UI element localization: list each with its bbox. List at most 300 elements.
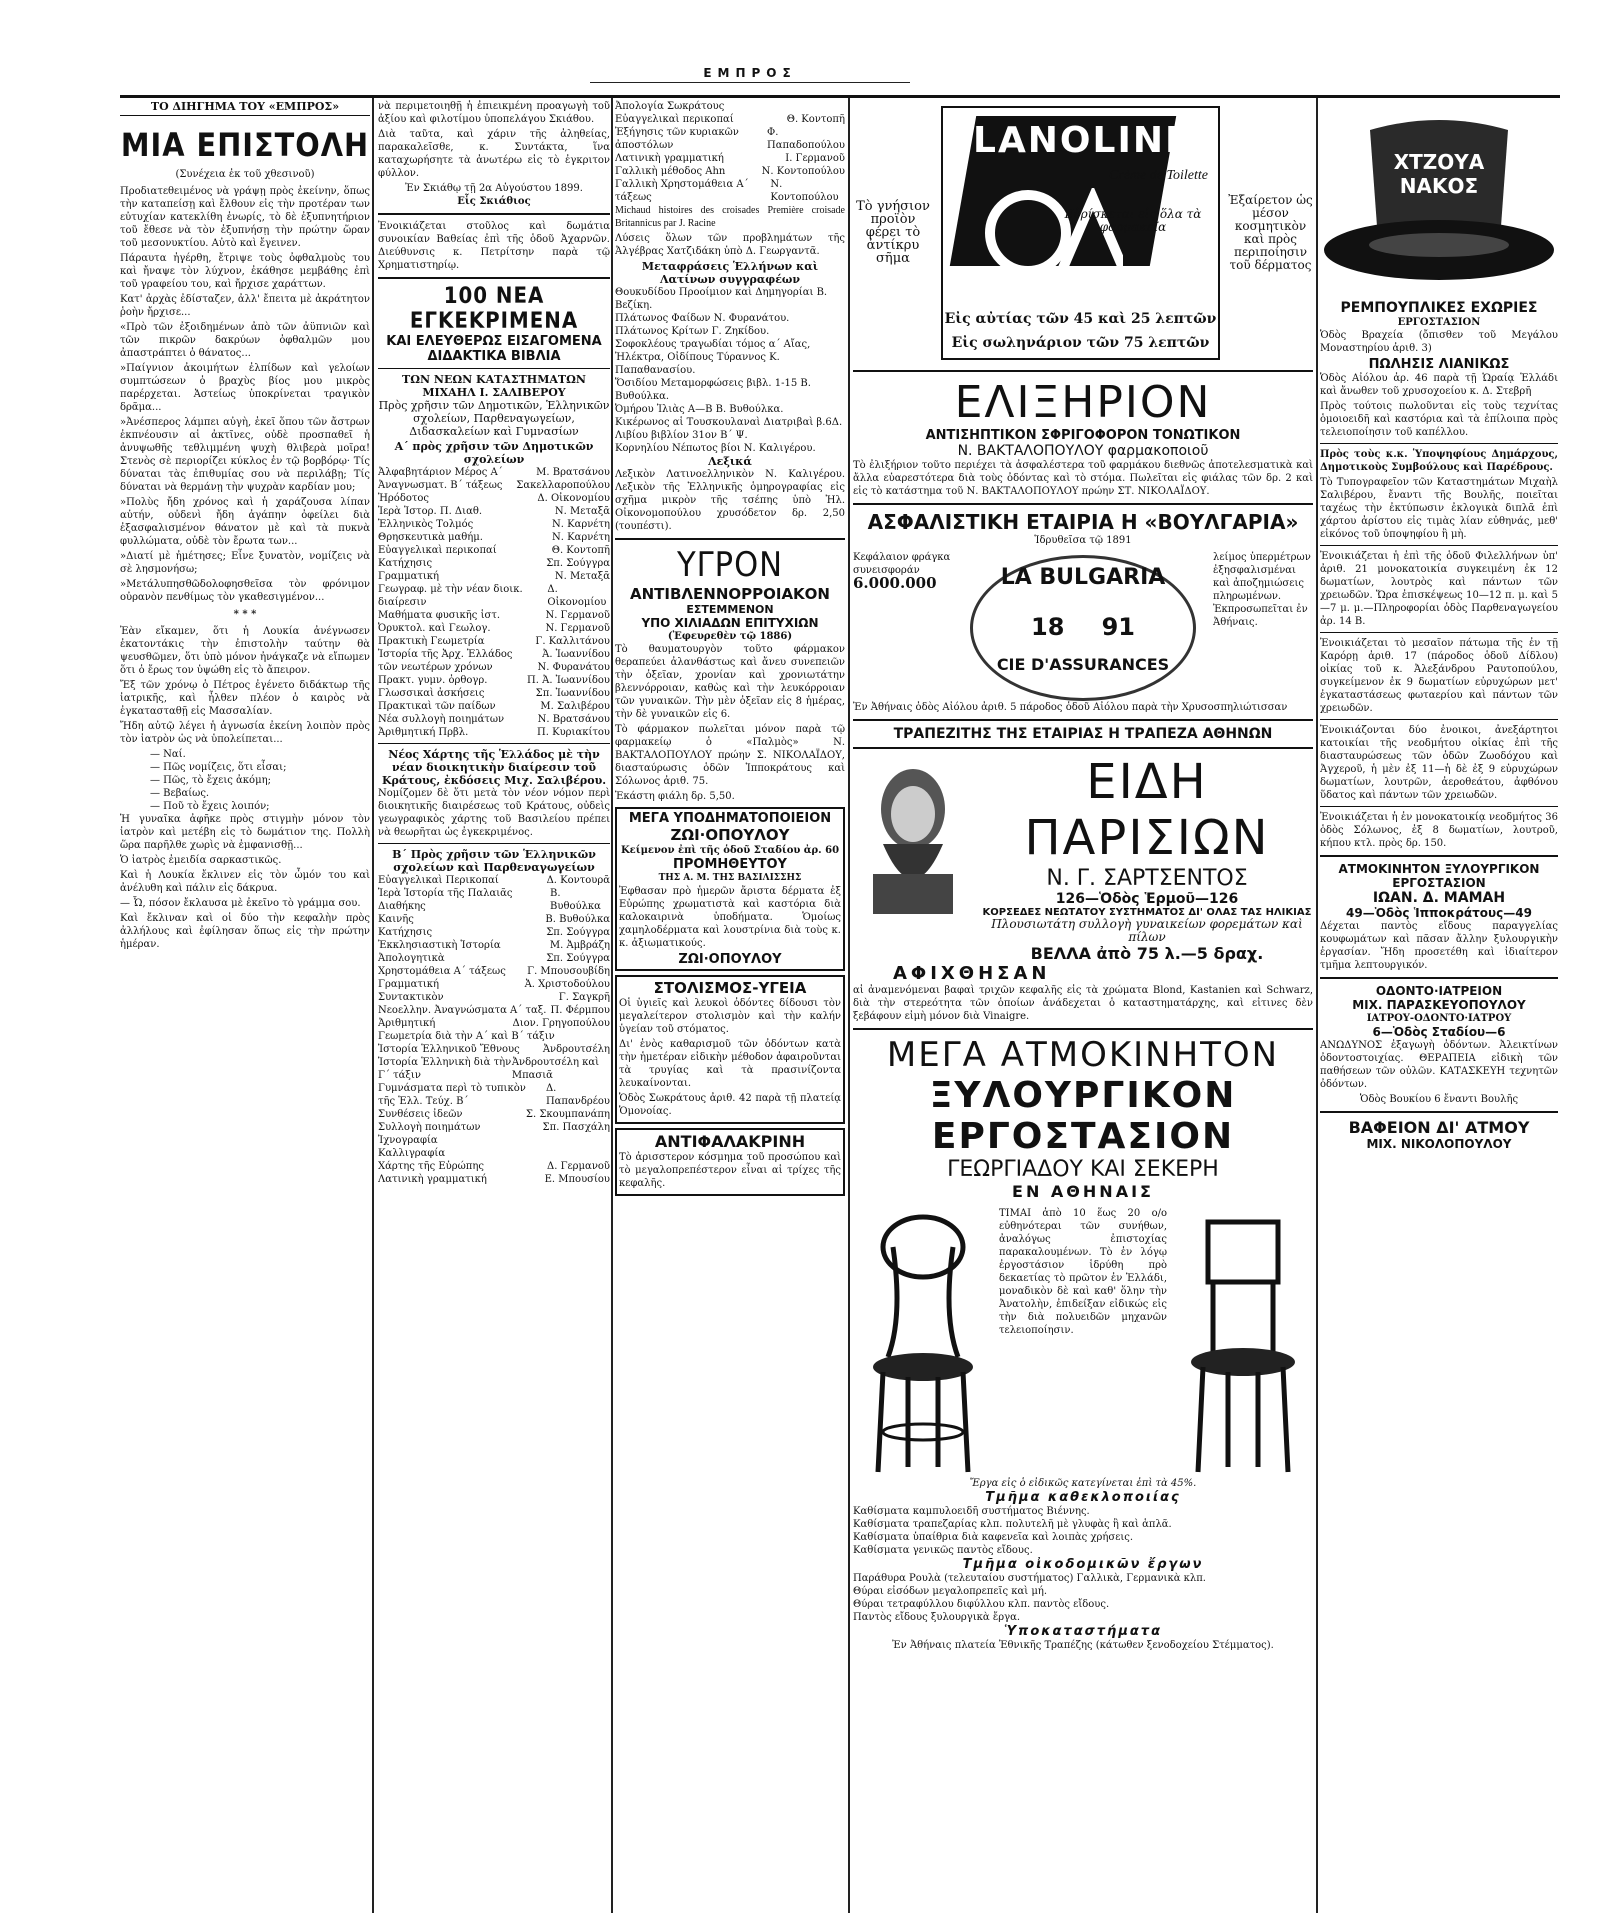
book-title: Λατινικὴ γραμματική xyxy=(615,153,724,164)
book-row xyxy=(378,492,610,505)
book-author: Μ. Σαλιβέρου xyxy=(540,701,610,712)
book-title: Συνθέσεις ἰδεῶν xyxy=(378,1109,463,1120)
book-author: Π. Ἀ. Ἰωαννίδου xyxy=(527,675,610,686)
books-section-b: Β΄ Πρὸς χρῆσιν τῶν Ἑλληνικῶν σχολείων καὶ Παρθεναγωγείων xyxy=(392,848,596,874)
book-author: Γ. Καλλιτάνου xyxy=(535,636,610,647)
dye-name: ΜΙΧ. ΝΙΚΟΛΟΠΟΥΛΟΥ xyxy=(1366,1137,1512,1151)
book-title: Γυμνάσματα περὶ τὸ τυπικὸν τῆς Ἑλλ. Τεύχ. Β΄ xyxy=(378,1083,526,1107)
build-list xyxy=(853,1572,1313,1624)
retail-text: Πρὸς τούτοις πωλοῦνται εἰς τοὺς τεχνίτας ὁμοιοειδῆ καὶ καστόρια καὶ τὰ ἐπίλοιπα πρὸς τελειοποίησιν τοῦ καπέλλου. xyxy=(1320,401,1558,438)
furniture-address: 49—Ὁδὸς Ἱπποκράτους—49 xyxy=(1346,906,1532,920)
divider xyxy=(1320,443,1558,444)
book-author: Σπ. Σούγγρα xyxy=(546,953,610,964)
masthead-text: ΕΜΠΡΟΣ xyxy=(703,66,797,80)
book-author: Ν. Βρατσάνου xyxy=(537,714,610,725)
book-row xyxy=(378,505,610,518)
book-title: Λατινικὴ γραμματική xyxy=(378,1174,487,1185)
ad-ygron-price: Ἑκάστη φιάλη δρ. 5,50. xyxy=(615,791,735,802)
divider xyxy=(1320,977,1558,979)
book-row xyxy=(378,1134,610,1147)
dentist-sub: ΙΑΤΡΟΥ-ΟΔΟΝΤΟ·ΙΑΤΡΟΥ xyxy=(1366,1013,1512,1024)
ad-lanoline xyxy=(853,100,1313,365)
rent-notice: Ἐνοικιάζεται ἡ ἐπὶ τῆς ὁδοῦ Φιλελλήνων ὑπ' ἀριθ. 21 μονοκατοικία συγκειμένη ἐκ 12 δωματίων, λουτρὸς καὶ πάντων τῶν χρειωδῶν. Ὥρα ἐπισκέψεως 10—12 π. μ. καὶ 5—7 μ. μ.—Πληροφορίαι ὁδὸς Παρθεναγωγείου ἀρ. 14 Β. xyxy=(1320,551,1558,627)
steam-title: ΜΕΓΑ ΑΤΜΟΚΙΝΗΤΟΝ xyxy=(886,1035,1280,1075)
translation-item: Λιβίου βιβλίον 31ον Β΄ Ψ. xyxy=(615,430,748,441)
insurance-right: λείμος ὑπερμέτρων ἐξησφαλισμέναι καὶ ἀποζημιώσεις πληρωμένων. Ἐκπροσωπεῖται ἐν Ἀθήναις. xyxy=(1213,552,1311,628)
story-continued: (Συνέχεια ἐκ τοῦ χθεσινοῦ) xyxy=(175,169,315,180)
book-row xyxy=(378,544,610,557)
book-row xyxy=(378,466,610,479)
divider xyxy=(378,277,610,279)
book-title: Πρακτικαὶ τῶν παίδων xyxy=(378,701,496,712)
dialog-lines xyxy=(150,748,370,813)
divider xyxy=(1320,855,1558,857)
ad-shoes-title: ΜΕΓΑ ΥΠΟΔΗΜΑΤΟΠΟΙΕΙΟΝ xyxy=(628,811,832,826)
book-row xyxy=(378,1160,610,1173)
ad-shoes-text: Ἐφθασαν πρὸ ἡμερῶν ἄριστα δέρματα ἐξ Εὐρώπης χρωματιστὰ καὶ καστόρια διὰ καλοκαιρινὰ ὑποδήματα. Ὁμοίως χαμηλοδέρματα καὶ λουστρίνια διὰ τοὺς κ. κ. ἀξιωματικούς. xyxy=(619,886,841,949)
paris-title: ΕΙΔΗ ΠΑΡΙΣΙΩΝ xyxy=(1024,754,1270,866)
book-author: Δ. Κοντουρᾶ xyxy=(546,875,610,886)
translation-item: Κορνηλίου Νέπωτος βίοι Ν. Καλιγέρου. xyxy=(615,443,816,454)
book-title: Ἀπολογητικὰ xyxy=(378,953,445,964)
rent-notice: Ἐνοικιάζονται δύο ἐνοικοι, ἀνεξάρτητοι κατοικίαι τῆς νεοδμήτου οἰκίας ἐπὶ τῆς διασταυρώσεως τῶν ὁδῶν Ζωοδόχου καὶ Ἀγχεροῦ, ἡ μὲν ἐξ 11—ἡ δὲ ἐξ 9 εὐρυχώρων δωματίων, λουτρῶν, ἀεροθεάτου, ἀφθόνου ὕδατος καὶ πάντων τῶν χρειωδῶν. xyxy=(1320,725,1558,801)
books-list-c xyxy=(615,100,845,204)
story-paragraph: »Μετάλυπησθῶδολοφησθεῖσα τὸν φρόνιμον οὐρανὸν πενθίμως τὸν γκαθεσιγμένον... xyxy=(120,579,370,603)
story-paragraph: Πάραυτα ἠγέρθη, ἔτριψε τοὺς ὀφθαλμοὺς του καὶ ἤναψε τὸν λύχνον, ἐκάθησε μεμβάθης ἐπὶ τοῦ γραφείου του, καὶ ἤρχισε χαράττων. xyxy=(120,253,370,290)
letter-paragraph: νὰ περιμετοιηθῇ ἡ ἐπιεικμένη προαγωγὴ τοῦ ἀξίου καὶ φιλοτίμου ὑποπελάγου Σκιάθου. xyxy=(378,101,610,125)
ad-dental-address: Ὁδὸς Σωκράτους ἀριθ. 42 παρὰ τῇ πλατείᾳ Ὁμονοίας. xyxy=(619,1093,841,1117)
book-title: Ἀριθμητική xyxy=(378,1018,436,1029)
book-row xyxy=(378,965,610,978)
book-row xyxy=(378,570,610,583)
book-row xyxy=(615,126,845,152)
seal-bottom: CIE D'ASSURANCES xyxy=(996,655,1170,674)
translations-list xyxy=(615,286,845,455)
books-title: 100 ΝΕΑ ΕΓΚΕΚΡΙΜΕΝΑ xyxy=(409,284,579,334)
book-title: Χάρτης τῆς Εὐρώπης xyxy=(378,1161,484,1172)
paris-text: αἱ ἀναμενόμεναι βαφαὶ τριχῶν κεφαλῆς εἰς τὰ χρώματα Blond, Kastanien καὶ Schwarz, διὰ τὴν στερεότητα τῶν ὁποίων ἀνάδεχεται ὁ καταστηματάρχης, καὶ εἰτινες δὲν ξεβάφουν εἰμὴ μόνον διὰ Vinaigre. xyxy=(853,985,1313,1022)
book-title: Πρακτικὴ Γεωμετρία xyxy=(378,636,485,647)
book-title: Ἰχνογραφία xyxy=(378,1135,438,1146)
book-author: Ἀ. Χριστοδούλου xyxy=(524,979,610,990)
column-ads-a xyxy=(615,100,845,1915)
masthead xyxy=(590,66,910,83)
story-paragraph: Κατ' ἀρχὰς ἐδίσταζεν, ἀλλ' ἔπειτα μὲ ἀκράτητον ῥοὴν ἤρχισε... xyxy=(120,294,370,318)
book-row xyxy=(378,1082,610,1108)
insurance-seal xyxy=(961,551,1205,701)
section-header: ΤΟ ΔΙΗΓΗΜΑ ΤΟΥ «ΕΜΠΡΟΣ» xyxy=(120,100,370,116)
book-row xyxy=(378,622,610,635)
steam-names: ΓΕΩΡΓΙΑΔΟΥ ΚΑΙ ΣΕΚΕΡΗ xyxy=(947,1157,1219,1182)
steam-text: ΤΙΜΑΙ ἀπὸ 10 ἕως 20 ο/ο εὐθηνότεραι τῶν συνήθων, ἀναλόγως ἐπιστοχίας παρακαλουμένων. Τὸ ἐν λόγῳ ἐργοστάσιον ἱδρύθη πρὸ δεκαετίας τὸ πρῶτον ἐν Ἑλλάδι, μοναδικὸν δὲ καὶ καθ' ὅλην τὴν Ἀνατολὴν, ἐπιδείξαν εἰδικώς εἰς τὴν διὰ πολυειδῶν μηχανῶν τελειοποίησιν. xyxy=(999,1208,1167,1336)
column-divider xyxy=(1316,98,1318,1913)
book-author: Ε. Μπουσίου xyxy=(544,1174,610,1185)
ad-shoes-court: ΤΗΣ Α. Μ. ΤΗΣ ΒΑΣΙΛΙΣΣΗΣ xyxy=(658,873,802,883)
book-title: Ἡρόδοτος xyxy=(378,493,430,504)
book-author: Σπ. Πασχάλη xyxy=(542,1122,610,1133)
story-paragraph: Προδιατεθειμένος νὰ γράψῃ πρὸς ἐκείνην, ὅπως τὴν καταπείσῃ καὶ ἔλθουν εἰς τὴν προτέραν των εὐτυχίαν κατεκλίθη ἐνωρίς, τὸ δὲ ἐξυπνητήριον τοῦ ἔθεσε νὰ τὸν ἐξυπνήσῃ τὴν πρώτην ὥραν τοῦ μεσονυκτίου. Αὐτὸ καὶ ἔγεινεν. xyxy=(120,186,370,249)
book-row xyxy=(615,152,845,165)
seal-title: LA BULGARIA xyxy=(1000,565,1166,590)
translations-title: Μεταφράσεις Ἑλλήνων καὶ Λατίνων συγγραφέων xyxy=(641,260,819,286)
hat-sub: ΕΡΓΟΣΤΑΣΙΟΝ xyxy=(1397,317,1481,328)
insurance-address: Ἐν Ἀθήναις ὁδὸς Αἰόλου ἀριθ. 5 πάροδος ὁδοῦ Αἰόλου παρὰ τὴν Χρυσοσπηλιώτισσαν xyxy=(853,702,1288,713)
lexicons-text: Λεξικὸν Λατινοελληνικὸν Ν. Καλιγέρου. Λεξικὸν τῆς Ἑλληνικῆς ὁμηρογραφίας εἰς σχῆμα μικρὸν τῆς τσέπης ὑπὸ Ἠλ. Οἰκονομοπούλου χρυσόδετον δρ. 2,50 (τουπέστι). xyxy=(615,469,845,532)
book-title: Ἀλφαβητάριον Μέρος Α΄ xyxy=(378,467,503,478)
ad-ygron-sub2: ΕΣΤΕΜΜΕΝΟΝ xyxy=(686,603,774,616)
book-title: Γεωγραφ. μὲ τὴν νέαν διοικ. διαίρεσιν xyxy=(378,584,523,608)
book-title: Γεωμετρία διὰ τὴν Α΄ καὶ Β΄ τάξιν xyxy=(378,1031,555,1042)
ad-paris xyxy=(853,754,1313,963)
book-row xyxy=(378,952,610,965)
letter-signoff: Ἐν Σκιάθῳ τῇ 2α Αὐγούστου 1899. xyxy=(405,183,583,194)
divider xyxy=(378,743,610,744)
paris-owner: Ν. Γ. ΣΑΡΤΣΕΝΤΟΣ xyxy=(1046,866,1248,891)
book-author: Ν. Καρνέτη xyxy=(552,532,610,543)
divider xyxy=(1320,632,1558,633)
book-author: Δ. Παπανδρέου xyxy=(545,1083,610,1107)
build-item: Θύραι εἰσόδων μεγαλοπρεπεῖς καὶ μή. xyxy=(853,1586,1048,1597)
book-title: Συλλογὴ ποιημάτων xyxy=(378,1122,481,1133)
book-row xyxy=(378,939,610,952)
dialog-line: — Ναί. xyxy=(150,749,186,760)
book-author: Ν. Κοντοπούλου xyxy=(761,166,845,177)
divider xyxy=(378,368,610,369)
column-books xyxy=(378,100,610,1915)
book-row xyxy=(378,887,610,913)
book-author: Δ. Οἰκονομίου xyxy=(537,493,610,504)
divider xyxy=(378,843,610,844)
book-title: Νέα συλλογὴ ποιημάτων xyxy=(378,714,505,725)
lexicons-title: Λεξικά xyxy=(708,455,752,468)
retail-address: Ὁδὸς Αἰόλου ἀρ. 46 παρὰ τῇ Ὡραίᾳ Ἑλλάδι καὶ ἄνωθεν τοῦ χρυσοχοείου κ. Δ. Στεβρῆ xyxy=(1320,373,1558,397)
book-row xyxy=(378,687,610,700)
book-title: Καινῆς xyxy=(378,914,414,925)
book-title: Ἐκκλησιαστικὴ Ἱστορία xyxy=(378,940,501,951)
book-title: Γραμματική xyxy=(378,571,440,582)
book-row xyxy=(378,1004,610,1017)
divider xyxy=(853,370,1313,372)
divider xyxy=(853,747,1313,749)
books-list-b xyxy=(378,874,610,1186)
book-title: Κατήχησις xyxy=(378,558,433,569)
book-author: Γ. Σαγκρῆ xyxy=(558,992,610,1003)
ad-ygron-text: Τὸ φάρμακον πωλεῖται μόνον παρὰ τῷ φαρμακείῳ ὁ «Παλμὸς» Ν. ΒΑΚΤΑΛΟΠΟΥΛΟΥ πρώην Σ. ΝΙΚΟΛΑΪΔΟΥ, διασταύρωσις ὁδῶν Ἱπποκράτους καὶ Σόλωνος ἀριθ. 75. xyxy=(615,724,845,787)
lanoline-box xyxy=(941,106,1220,360)
divider xyxy=(853,1028,1313,1030)
furniture-title: ΑΤΜΟΚΙΝΗΤΟΝ ΞΥΛΟΥΡΓΙΚΟΝ ΕΡΓΟΣΤΑΣΙΟΝ xyxy=(1338,862,1540,890)
book-author: Γ. Μπουσουβίδη xyxy=(527,966,610,977)
story-paragraph: »Παίγνιον ἀκοιμήτων ἐλπίδων καὶ γελοίων συμπτώσεων ὁ βραχὺς βίος μου μικρὸς παρέρχεται. Ἀστείως ὑποκρίνεται τραγικὸν δρᾶμα... xyxy=(120,363,370,413)
book-author: Σ. Σκουμπανάπη xyxy=(525,1109,610,1120)
translation-item: Πλάτωνος Φαίδων Ν. Φυρανάτου. xyxy=(615,313,790,324)
book-title: Εὐαγγελικαὶ περικοπαί xyxy=(615,114,734,125)
book-title: Ἱερὰ Ἱστορία τῆς Παλαιᾶς Διαθήκης xyxy=(378,888,513,912)
ad-hair-title: ΑΝΤΙΦΑΛΑΚΡΙΝΗ xyxy=(654,1132,806,1151)
translation-item: Πλάτωνος Κρίτων Γ. Ζηκίδου. xyxy=(615,326,770,337)
book-title: Γραμματική xyxy=(378,979,440,990)
book-row xyxy=(378,661,610,674)
paris-price: ΒΕΛΛΑ ἀπὸ 75 λ.—5 δραχ. xyxy=(1030,944,1264,963)
seal-year-left: 18 xyxy=(1031,613,1065,641)
translation-item: Θουκυδίδου Προοίμιον καὶ Δημηγορίαι Β. Βεζίκη. xyxy=(615,287,828,311)
book-row xyxy=(378,978,610,991)
ad-hair-text: Τὸ ἀρισστερον κόσμημα τοῦ προσώπου καὶ τὸ μεγαλοπρεπέστερον εἶναι αἱ τρίχες τῆς κεφαλῆς. xyxy=(619,1152,841,1189)
book-title: Κατήχησις xyxy=(378,927,433,938)
insurance-left xyxy=(853,551,953,701)
lanoline-price-2: Εἰς σωληνάριον τῶν 75 λεπτῶν xyxy=(951,334,1210,351)
book-author: Ἀ. Ἰωαννίδου xyxy=(542,649,610,660)
ad-ygron-text: Τὸ θαυματουργὸν τοῦτο φάρμακον θεραπεύει ἀλανθάστως καὶ ἄνευ συνεπειῶν τὴν ὀξεῖαν, χρονίαν καὶ χρονιωτάτην βλεννόρροιαν, καθὼς καὶ τὴν λευκόρροιαν τῶν γυναικῶν. Τὴν μὲν ὀξεῖαν εἰς 8 ἡμέρας, τὴν δὲ γυναικῶν εἰς 6. xyxy=(615,644,845,720)
book-row xyxy=(378,1056,610,1082)
book-title: Μαθήματα φυσικῆς ἱστ. xyxy=(378,610,501,621)
divider xyxy=(615,538,845,540)
paris-corsets: ΚΟΡΣΕΔΕΣ ΝΕΩΤΑΤΟΥ ΣΥΣΤΗΜΑΤΟΣ ΔΙ' ΟΛΑΣ ΤΑΣ ΗΛΙΚΙΑΣ xyxy=(982,907,1312,918)
books-list-a xyxy=(378,466,610,739)
book-title: Γλωσσικαὶ ἀσκήσεις xyxy=(378,688,485,699)
dentist-name: ΜΙΧ. ΠΑΡΑΣΚΕΥΟΠΟΥΛΟΥ xyxy=(1352,998,1526,1012)
story-paragraph: »Ἀνέσπερος λάμπει αὐγὴ, ἐκεῖ ὅπου τῶν ἄστρων ἐκπνέουσιν αἱ ἀκτῖνες, οὐδὲ προσπαθεῖ ἡ ἀνυψωθῆς τεθλιμμένη ψυχὴ θλιβερὰ μοῖρα! Στενὸς σὲ περιορίζει κύκλος ἐν τῷ βορβόρῳ· Τίς δύναται τὰς ἐπιθυμίας σου νὰ περιλάβῃ; Τίς δύναται νὰ θερμάνῃ τὴν ψυχρὰν καρδίαν μου; xyxy=(120,417,370,493)
top-rule xyxy=(120,95,1560,98)
ad-ygron-title: ΥΓΡΟΝ xyxy=(676,545,784,585)
ad-hat xyxy=(1320,100,1558,300)
book-title: Ἱστορία Ἑλληνικοῦ Ἔθνους xyxy=(378,1044,520,1055)
book-row xyxy=(378,700,610,713)
book-title: Ἐξήγησις τῶν κυριακῶν ἀποστόλων xyxy=(615,127,739,151)
furniture-owner: ΙΩΑΝ. Δ. ΜΑΜΑΗ xyxy=(1372,890,1506,906)
furniture-text: Δέχεται παντὸς εἴδους παραγγελίας κουφωμάτων καὶ πᾶσαν ἄλλην ξυλουργικὴν ἐργασίαν. Ἤδη προσετέθη καὶ ἰδιαίτερον τμῆμα λεπτουργικόν. xyxy=(1320,921,1558,971)
steam-sub: ΞΥΛΟΥΡΓΙΚΟΝ ΕΡΓΟΣΤΑΣΙΟΝ xyxy=(929,1075,1237,1157)
chairs-item: Καθίσματα γενικῶς παντὸς εἴδους. xyxy=(853,1545,1033,1556)
dentist-text: ΑΝΩΔΥΝΟΣ ἐξαγωγὴ ὀδόντων. Ἀλεικτίνων ὀδοντοστοιχίας. ΘΕΡΑΠΕΙΑ εἰδικὴ τῶν παθήσεων τῶν οὐλῶν. ΚΑΤΑΣΚΕΥΗ τεχνητῶν ὀδόντων. xyxy=(1320,1040,1558,1090)
translation-item: Κικέρωνος αἱ Τουσκουλαναὶ Διατριβαὶ β.6Δ. xyxy=(615,417,843,428)
book-row xyxy=(615,100,845,113)
elixir-maker: Ν. ΒΑΚΤΑΛΟΠΟΥΛΟΥ φαρμακοποιοῦ xyxy=(957,443,1209,459)
book-author: Σπ. Σούγγρα xyxy=(546,558,610,569)
build-item: Παράθυρα Ρουλὰ (τελευταίου συστήματος) Γαλλικὰ, Γερμανικὰ κλπ. xyxy=(853,1573,1206,1584)
story-paragraph: — Ὦ, πόσον ἔκλαυσα μὲ ἐκεῖνο τὸ γράμμα σου. xyxy=(120,898,361,909)
divider xyxy=(1320,719,1558,720)
book-title: Εὐαγγελικαὶ περικοπαί xyxy=(378,545,497,556)
book-title: Ὀρυκτολ. καὶ Γεωλογ. xyxy=(378,623,491,634)
books-intro: Πρὸς χρῆσιν τῶν Δημοτικῶν, Ἑλληνικῶν σχολείων, Παρθεναγωγείων, Διδασκαλείων καὶ Γυμνασίων xyxy=(378,399,610,438)
ad-dental xyxy=(615,975,845,1124)
divider xyxy=(853,503,1313,505)
book-row xyxy=(378,726,610,739)
dialog-line: — Πῶς, τὸ ἔχεις ἀκόμη; xyxy=(150,775,271,786)
book-author: Διον. Γρηγοπούλου xyxy=(512,1018,610,1029)
book-row xyxy=(378,713,610,726)
book-row xyxy=(378,674,610,687)
typography-title: Πρὸς τοὺς κ.κ. Ὑποψηφίους Δημάρχους, Δημοτικοὺς Συμβούλους καὶ Παρέδρους. xyxy=(1320,449,1558,473)
books-publisher: ΤΩΝ ΝΕΩΝ ΚΑΤΑΣΤΗΜΑΤΩΝ ΜΙΧΑΗΛ Ι. ΣΑΛΙΒΕΡΟΥ xyxy=(402,373,586,399)
translation-item: Ὅσιδίου Μεταμορφώσεις βιβλ. 1-15 Β. Βυθούλκα. xyxy=(615,378,811,402)
column-ads-b xyxy=(853,100,1313,1915)
book-author: Β. Βυθούλκα xyxy=(545,914,610,925)
bank-line: ΤΡΑΠΕΖΙΤΗΣ ΤΗΣ ΕΤΑΙΡΙΑΣ Η ΤΡΑΠΕΖΑ ΑΘΗΝΩΝ xyxy=(893,726,1273,742)
book-author: Β. Βυθούλκα xyxy=(550,888,601,912)
book-author: Ν. Φυρανάτου xyxy=(537,662,610,673)
book-row xyxy=(378,1108,610,1121)
book-author: Σακελλαροπούλου xyxy=(516,480,610,491)
book-title: Συντακτικὸν xyxy=(378,992,444,1003)
retail-title: ΠΩΛΗΣΙΣ ΛΙΑΝΙΚΩΣ xyxy=(1368,357,1510,372)
paris-collection: Πλουσιωτάτη συλλογὴ γυναικείων φορεμάτων καὶ πίλων xyxy=(991,917,1303,944)
paris-arrived: ΑΦΙΧΘΗΣΑΝ xyxy=(893,963,1051,984)
map-description: Νομίζομεν δὲ ὅτι μετὰ τὸν νέον νόμον περὶ διοικητικῆς διαιρέσεως τοῦ Κράτους, οὐδεὶς γεωγραφικὸς χάρτης τοῦ Βασιλείου πρέπει νὰ θεωρῆται ὡς ἐγκεκριμένος. xyxy=(378,788,610,838)
book-row xyxy=(378,518,610,531)
ad-dental-title: ΣΤΟΛΙΣΜΟΣ-ΥΓΕΙΑ xyxy=(653,979,807,997)
dining-chair-icon xyxy=(1173,1207,1313,1477)
divider xyxy=(378,213,610,215)
book-author: Θ. Κοντοπῆ xyxy=(786,114,845,125)
book-title: Νεοελλην. Ἀναγνώσματα Α΄ ταξ. xyxy=(378,1005,547,1016)
column-divider xyxy=(372,98,374,1913)
seal-year-right: 91 xyxy=(1101,613,1135,641)
book-title: Ἀναγνωσματ. Β΄ τάξεως xyxy=(378,480,503,491)
book-row xyxy=(378,913,610,926)
dentist-address-2: Ὁδὸς Βουκίου 6 ἔναντι Βουλῆς xyxy=(1359,1094,1519,1105)
story-paragraph: Ἐὰν εἴκαμεν, ὅτι ἡ Λουκία ἀνέγνωσεν ἐκατοντάκις τὴν ἐπιστολὴν ταύτην θὰ ψευσθῶμεν, ὅτι ὑπὸ μόνον ἠνάγκαζε νὰ εἴπωμεν ὅτι ὁ ἔρως τον ὑψώθη εἰς τὸ ἄπειρον. xyxy=(120,626,370,676)
build-item: Θύραι τετραφύλλου διφύλλου κλπ. παντὸς εἴδους. xyxy=(853,1599,1110,1610)
ad-shoes-address: Κείμενον ἐπὶ τῆς ὁδοῦ Σταδίου ἀρ. 60 xyxy=(620,845,840,856)
ad-ygron-sub: ΑΝΤΙΒΛΕΝΝΟΡΡΟΙΑΚΟΝ xyxy=(630,585,830,603)
dialog-line: — Πῶς νομίζεις, ὅτι εἶσαι; xyxy=(150,762,287,773)
book-row xyxy=(378,1017,610,1030)
story-paragraph: »Πολὺς ἤδη χρόνος καὶ ἡ χαράζουσα λίπαν αὐτήν, οὐδενὶ ἤδη ἀγάπην ὀφείλει διὰ ἐξασφαλισμένον θάνατον μὲ καὶ τὰ πυκνὰ φυλλώματα, οὐδὲ τὸν ἔρωτα των... xyxy=(120,497,370,547)
book-title: Εὐαγγελικαὶ Περικοπαί xyxy=(378,875,499,886)
column-story xyxy=(120,100,370,1915)
book-author: Σπ. Σούγγρα xyxy=(546,927,610,938)
build-item: Παντὸς εἴδους ξυλουργικὰ ἔργα. xyxy=(853,1612,1021,1623)
book-author: Φ. Παπαδοπούλου xyxy=(767,127,845,151)
dentist-address: 6—Ὁδὸς Σταδίου—6 xyxy=(1372,1025,1506,1039)
ad-dental-text: Δι' ἑνὸς καθαρισμοῦ τῶν ὀδόντων κατὰ τὴν ἡμετέραν εἰδικὴν μέθοδον ἀφαιροῦνται τὰ τρυγίας καὶ τὰ πρασινίζοντα λευκαίνονται. xyxy=(619,1039,841,1089)
book-author: Ι. Γερμανοῦ xyxy=(785,153,845,164)
book-title: Χρηστομάθεια Α΄ τάξεως xyxy=(378,966,506,977)
book-author: Μ. Βρατσάνου xyxy=(536,467,610,478)
portrait-engraving-icon xyxy=(853,754,973,914)
story-paragraph: Ἔξ τῶν χρόνῳ ὁ Πέτρος ἐγένετο διδάκτωρ τῆς ἰατρικῆς, καὶ ἦλθεν πλέον ὁ καιρὸς νὰ ἐγκατασταθῇ εἰς Μασσαλίαν. xyxy=(120,680,370,717)
steam-city: ΕΝ ΑΘΗΝΑΙΣ xyxy=(1012,1182,1154,1201)
book-title: Πρακτ. γυμν. ὀρθογρ. xyxy=(378,675,488,686)
book-row xyxy=(378,557,610,570)
lanoline-found: Εὑρίσκεται εἰς ὅλα τὰ φαρμακεῖα xyxy=(1064,206,1202,234)
divider xyxy=(1320,1111,1558,1113)
book-title: Ἱστορία τῆς Ἀρχ. Ἑλλάδος xyxy=(378,649,513,660)
divider xyxy=(853,719,1313,721)
book-title: Ἀπολογία Σωκράτους xyxy=(615,101,725,112)
steam-note: Ἔργα εἰς ὁ εἰδικῶς κατεγίνεται ἐπὶ τὰ 45%. xyxy=(969,1478,1197,1489)
lanoline-right-text: Ἐξαίρετον ὡς μέσον κοσμητικὸν καὶ πρὸς περιποίησιν τοῦ δέρματος xyxy=(1228,192,1313,272)
elixir-text: Τὸ ἐλιξήριον τοῦτο περιέχει τὰ ἀσφαλέστερα τοῦ φαρμάκου διεθνῶς ἀποτελεσματικὰ καὶ ἄλλα εὐαρεστότερα διὰ τοὺς ὀδόντας καὶ τὸ στόμα. Πωλεῖται εἰς φιάλας τῶν δρ. 2 καὶ εἰς τὸ κατάστημα τοῦ Ν. ΒΑΚΤΑΛΟΠΟΥΛΟΥ πρώην ΣΤ. ΝΙΚΟΛΑΪΔΟΥ. xyxy=(853,460,1313,497)
hat-title: ΡΕΜΠΟΥΠΛΙΚΕΣ ΕΧΩΡΙΕΣ xyxy=(1340,300,1538,316)
book-row xyxy=(378,1173,610,1186)
book-title: Γαλλικὴ Χρηστομάθεια Α΄ τάξεως xyxy=(615,179,749,203)
book-row xyxy=(378,648,610,661)
column-divider xyxy=(611,98,613,1913)
ad-dental-text: Οἱ ὑγιεῖς καὶ λευκοὶ ὀδόντες δίδουσι τὸν μεγαλείτερον στολισμὸν καὶ τὴν καλήν ὑγείαν τοῦ στόματος. xyxy=(619,998,841,1035)
book-author: Σπ. Ἰωαννίδου xyxy=(535,688,610,699)
book-author: Μ. Ἀμβράζη xyxy=(549,940,610,951)
book-row xyxy=(615,113,845,126)
book-row xyxy=(378,874,610,887)
lanoline-price-1: Εἰς αὐτίας τῶν 45 καὶ 25 λεπτῶν xyxy=(944,310,1217,327)
book-row xyxy=(378,583,610,609)
column-divider xyxy=(848,98,850,1913)
books-subtitle: ΚΑΙ ΕΛΕΥΘΕΡΩΣ ΕΙΣΑΓΟΜΕΝΑ ΔΙΔΑΚΤΙΚΑ ΒΙΒΛΙΑ xyxy=(386,334,602,364)
book-title: Ἑλληνικὸς Τολμός xyxy=(378,519,474,530)
book-author: Ν. Μεταξᾶ xyxy=(554,571,610,582)
dye-title: ΒΑΦΕΙΟΝ ΔΙ' ΑΤΜΟΥ xyxy=(1348,1118,1530,1137)
book-row xyxy=(378,479,610,492)
book-author: Ν. Γερμανοῦ xyxy=(545,610,610,621)
typography-text: Τὸ Τυπογραφεῖον τῶν Καταστημάτων Μιχαὴλ Σαλιβέρου, ἔναντι τῆς Βουλῆς, ποιεῖται ταχέως τὴν ἐκτύπωσιν ἐκλογικὰ διπλᾶ ἐπὶ χάρτου ἀρίστου εἰς τιμὰς λίαν εὐθηνάς, μεθ' εἰκόνος τοῦ ὑποψηφίου ἢ μὴ. xyxy=(1320,477,1558,540)
store-address: Ἐν Ἀθήναις πλατεία Ἐθνικῆς Τραπέζης (κάτωθεν ξενοδοχείου Στέμματος). xyxy=(892,1640,1274,1651)
translation-item: Σοφοκλέους τραγωδίαι τόμος α΄ Αἴας, Ἠλέκτρα, Οἰδίπους Τύραννος Κ. Παπαθανασίου. xyxy=(615,339,811,376)
book-author: Θ. Κοντοπῆ xyxy=(551,545,610,556)
rent-notice: Ἐνοικιάζεται τὸ μεσαῖον πάτωμα τῆς ἐν τῇ Καρόρῃ ἀριθ. 17 (πάροδος ὁδοῦ Δίδλου) οἰκίας τοῦ κ. Ἀλεξάνδρου Ραυτοπούλου, συγκείμενον ἐκ 9 δωματίων εὐρυχώρων μετ' ἐγκαταστάσεως φωταερίου καὶ πάντων τῶν χρειωδῶν. xyxy=(1320,638,1558,714)
book-author: Ν. Καρνέτη xyxy=(552,519,610,530)
ad-shoes-provider: ΠΡΟΜΗΘΕΥΤΟΥ xyxy=(673,857,787,872)
book-row xyxy=(378,1147,610,1160)
book-row xyxy=(615,165,845,178)
chairs-list xyxy=(853,1505,1313,1557)
book-title: Καλλιγραφία xyxy=(378,1148,446,1159)
lanoline-sub: Crème de Toilette xyxy=(1108,167,1208,183)
chairs-item: Καθίσματα τραπεζαρίας κλπ. πολυτελῆ μὲ γλυφὰς ἢ καὶ ἁπλᾶ. xyxy=(853,1519,1172,1530)
hat-address: Ὁδὸς Βραχεία (ὄπισθεν τοῦ Μεγάλου Μοναστηρίου ἀριθ. 3) xyxy=(1320,330,1558,354)
dialog-line: — Βεβαίως. xyxy=(150,788,210,799)
lanoline-left-text: Τὸ γνήσιον προϊὸν φέρει τὸ ἀντίκρυ σῆμα xyxy=(856,199,930,266)
divider xyxy=(1320,545,1558,546)
hat-icon xyxy=(1320,100,1558,300)
story-paragraph: «Πρὸ τῶν ἐξοιδημένων ἀπὸ τῶν ἀϋπνιῶν καὶ τῶν πικρῶν δακρύων ὀφθαλμῶν μου ἀπαστράπτει ὁ θάνατος... xyxy=(120,322,370,359)
steam-body xyxy=(853,1207,1313,1477)
ad-shoes-sign: ΖΩΙ·ΟΠΟΥΛΟΥ xyxy=(678,952,782,967)
book-author: Ν. Κοντοπούλου xyxy=(770,179,839,203)
ad-paris-text xyxy=(981,754,1313,963)
bentwood-chair-icon xyxy=(853,1207,993,1477)
chairs-item: Καθίσματα ὑπαίθρια διὰ καφενεῖα καὶ λοιπὰς χρήσεις. xyxy=(853,1532,1134,1543)
story-separator: * * * xyxy=(233,609,257,620)
book-author: Ἀνδρουτσέλη καὶ Μπασιᾶ xyxy=(511,1057,600,1081)
build-title: Τμῆμα οἰκοδομικῶν ἔργων xyxy=(962,1557,1204,1572)
story-paragraph: Ἤδη αὐτῷ λέγει ἡ ἀγνωσία ἐκείνη λοιπὸν πρὸς τὸν ἰατρὸν ὡς νὰ ὑπολείπεται... xyxy=(120,721,370,745)
paris-address: 126—Ὁδὸς Ἑρμοῦ—126 xyxy=(1055,891,1239,907)
story-paragraph: Ὁ ἰατρὸς ἐμειδία σαρκαστικῶς. xyxy=(120,855,282,866)
ad-shoes-name: ΖΩΙ·ΟΠΟΥΛΟΥ xyxy=(670,826,790,844)
ad-shoes xyxy=(615,807,845,971)
book-author: Ν. Μεταξᾶ xyxy=(554,506,610,517)
insurance-body xyxy=(853,551,1313,701)
chairs-title: Τμῆμα καθεκλοποιίας xyxy=(985,1490,1181,1505)
store-title: Ὑποκαταστήματα xyxy=(1003,1624,1163,1639)
story-title: ΜΙΑ ΕΠΙΣΤΟΛΗ xyxy=(120,126,370,164)
insurance-left-text: Κεφάλαιον φράγκα συνεισφοράν xyxy=(853,552,951,576)
insurance-established: Ἱδρυθεῖσα τῷ 1891 xyxy=(1034,535,1132,546)
book-title: τῶν νεωτέρων χρόνων xyxy=(378,662,493,673)
book-title: Θρησκευτικὰ μαθήμ. xyxy=(378,532,483,543)
book-row xyxy=(378,609,610,622)
chairs-item: Καθίσματα καμπυλοειδῆ συστήματος Βιέννης. xyxy=(853,1506,1090,1517)
french-books: Michaud histoires des croisades Première croisade Britannicus par J. Racine xyxy=(615,205,845,229)
story-paragraph: »Διατί μὲ ἠμέτησες; Εἶνε ξυνατὸν, νομίζεις νὰ σὲ λησμονήσω; xyxy=(120,551,370,575)
book-title: Ἱερὰ Ἱστορ. Π. Διαθ. xyxy=(378,506,483,517)
book-row xyxy=(615,178,845,204)
lanoline-brand: LANOLINE xyxy=(973,119,1192,161)
book-title: Γαλλικὴ μέθοδος Ahn xyxy=(615,166,726,177)
